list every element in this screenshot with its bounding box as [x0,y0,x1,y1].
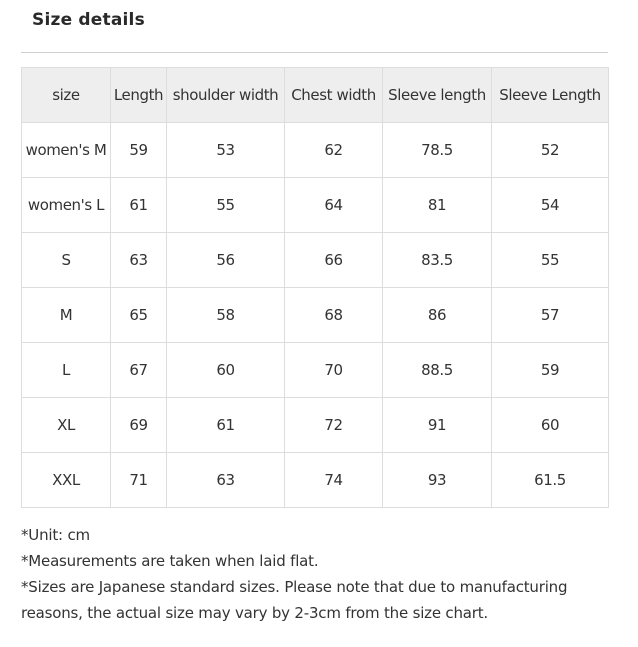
table-cell: 67 [111,343,167,398]
table-cell: women's M [22,123,111,178]
table-row [22,123,609,178]
table-row [22,288,609,343]
table-cell: 83.5 [383,233,492,288]
table-cell: 93 [383,453,492,508]
table-cell: 81 [383,178,492,233]
table-cell: 61 [111,178,167,233]
size-notes [21,522,611,626]
table-row [22,178,609,233]
note-unit: *Unit: cm [21,526,90,544]
table-cell: 68 [285,288,383,343]
header-chest-width: Chest width [285,68,383,123]
table-row [22,453,609,508]
note-measurement: *Measurements are taken when laid flat. [21,552,319,570]
table-cell: 71 [111,453,167,508]
table-cell: 60 [167,343,285,398]
table-cell: 52 [492,123,609,178]
table-cell: 55 [167,178,285,233]
table-cell: 59 [111,123,167,178]
table-header-row [22,68,609,123]
table-cell: M [22,288,111,343]
table-cell: XXL [22,453,111,508]
table-cell: 63 [167,453,285,508]
table-cell: L [22,343,111,398]
table-cell: 62 [285,123,383,178]
table-cell: 78.5 [383,123,492,178]
table-row [22,343,609,398]
header-length: Length [111,68,167,123]
header-size: size [22,68,111,123]
table-cell: 70 [285,343,383,398]
title-divider [21,52,608,53]
table-cell: women's L [22,178,111,233]
table-cell: 86 [383,288,492,343]
header-sleeve-length: Sleeve length [383,68,492,123]
size-table [21,67,609,508]
table-cell: 61.5 [492,453,609,508]
table-cell: 63 [111,233,167,288]
table-cell: 54 [492,178,609,233]
table-row [22,233,609,288]
header-sleeve-length-2: Sleeve Length [492,68,609,123]
table-cell: 66 [285,233,383,288]
table-cell: S [22,233,111,288]
table-cell: 57 [492,288,609,343]
note-japanese-sizes: *Sizes are Japanese standard sizes. Please note that due to manufacturing reasons, the actual size may vary by 2-3cm from the size chart. [21,578,568,622]
table-cell: 91 [383,398,492,453]
table-row [22,398,609,453]
table-cell: 69 [111,398,167,453]
table-cell: 56 [167,233,285,288]
table-cell: XL [22,398,111,453]
table-cell: 88.5 [383,343,492,398]
table-cell: 53 [167,123,285,178]
table-cell: 72 [285,398,383,453]
table-cell: 61 [167,398,285,453]
table-cell: 60 [492,398,609,453]
table-cell: 74 [285,453,383,508]
section-title: Size details [32,10,145,30]
table-cell: 59 [492,343,609,398]
table-cell: 64 [285,178,383,233]
table-cell: 55 [492,233,609,288]
table-cell: 65 [111,288,167,343]
table-cell: 58 [167,288,285,343]
header-shoulder-width: shoulder width [167,68,285,123]
